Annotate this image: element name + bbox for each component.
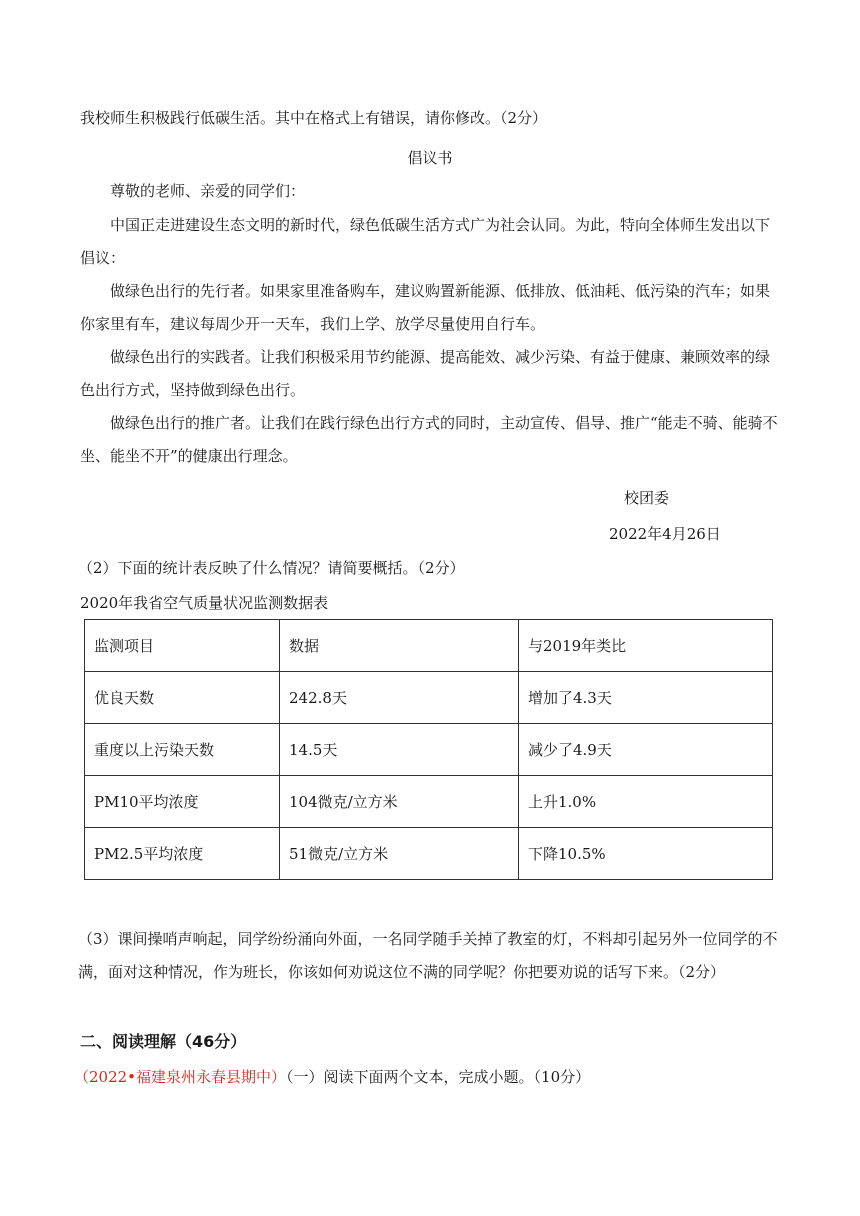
- table-row: [85, 672, 773, 724]
- table-cell: 上升1.0%: [519, 776, 773, 828]
- table-cell: PM2.5平均浓度: [85, 828, 280, 880]
- table-cell: 242.8天: [280, 672, 519, 724]
- table-cell: 104微克/立方米: [280, 776, 519, 828]
- letter-title: 倡议书: [407, 149, 453, 167]
- table-cell: PM10平均浓度: [85, 776, 280, 828]
- table-cell: 51微克/立方米: [280, 828, 519, 880]
- table-row: [85, 776, 773, 828]
- section-2-instruction: （一）阅读下面两个文本，完成小题。（10分）: [286, 1068, 591, 1086]
- table-row: [85, 828, 773, 880]
- table-cell: 14.5天: [280, 724, 519, 776]
- question-3: （3）课间操哨声响起，同学纷纷涌向外面，一名同学随手关掉了教室的灯，不料却引起另外一位同学的不满，面对这种情况，作为班长，你该如何劝说这位不满的同学呢？你把要劝说的话写下来。（2分）: [78, 930, 778, 981]
- section-2-heading: 二、阅读理解（46分）: [80, 1032, 247, 1051]
- table-cell: 下降10.5%: [519, 828, 773, 880]
- table-cell: 增加了4.3天: [519, 672, 773, 724]
- table-header-cell: 与2019年类比: [519, 620, 773, 672]
- table-header-cell: 监测项目: [85, 620, 280, 672]
- letter-paragraph-1: 中国正走进建设生态文明的新时代，绿色低碳生活方式广为社会认同。为此，特向全体师生发出以下倡议：: [80, 216, 771, 267]
- table-cell: 重度以上污染天数: [85, 724, 280, 776]
- letter-salutation: 尊敬的老师、亲爱的同学们：: [110, 182, 306, 200]
- letter-paragraph-2: 做绿色出行的先行者。如果家里准备购车，建议购置新能源、低排放、低油耗、低污染的汽车；如果你家里有车，建议每周少开一天车，我们上学、放学尽量使用自行车。: [80, 282, 771, 333]
- letter-paragraph-4: 做绿色出行的推广者。让我们在践行绿色出行方式的同时，主动宣传、倡导、推广“能走不骑、能骑不坐、能坐不开”的健康出行理念。: [80, 414, 778, 465]
- table-header-row: [85, 620, 773, 672]
- table-caption: 2020年我省空气质量状况监测数据表: [80, 594, 329, 612]
- table-cell: 减少了4.9天: [519, 724, 773, 776]
- table-row: [85, 724, 773, 776]
- source-label: （2022•福建泉州永春县期中）: [74, 1068, 287, 1086]
- section-2-intro: [74, 1067, 590, 1087]
- air-quality-table: [84, 619, 773, 880]
- letter-date: 2022年4月26日: [609, 525, 721, 543]
- table-cell: 优良天数: [85, 672, 280, 724]
- letter-paragraph-3: 做绿色出行的实践者。让我们积极采用节约能源、提高能效、减少污染、有益于健康、兼顾效率的绿色出行方式，坚持做到绿色出行。: [80, 348, 771, 399]
- intro-line: 我校师生积极践行低碳生活。其中在格式上有错误，请你修改。（2分）: [80, 109, 548, 127]
- table-header-cell: 数据: [280, 620, 519, 672]
- question-2: （2）下面的统计表反映了什么情况？请简要概括。（2分）: [78, 559, 465, 577]
- letter-signature: 校团委: [624, 489, 670, 507]
